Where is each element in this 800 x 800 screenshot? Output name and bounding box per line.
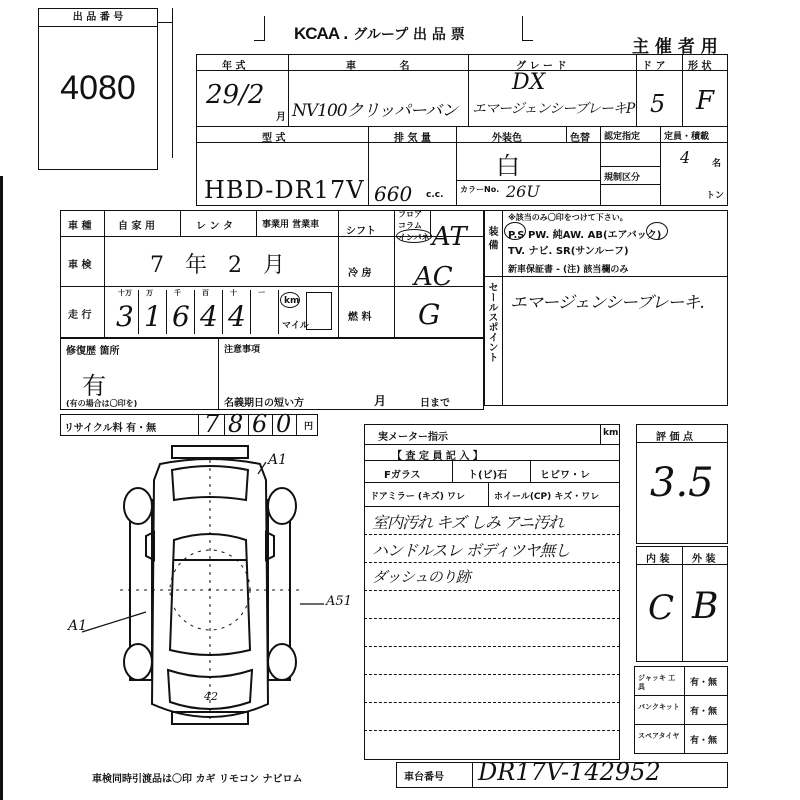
model-value: HBD-DR17V (204, 176, 365, 204)
chassis-label: 車台番号 (404, 772, 444, 783)
lot-number-box (38, 8, 158, 170)
copy-label: 主 催 者 用 (632, 37, 718, 57)
inspector-row1-c: ヒビワ・レ (540, 470, 590, 481)
color-change-label: 色替 (570, 133, 590, 144)
exterior-label: 外 装 (692, 554, 716, 565)
shape-label: 形 状 (688, 61, 712, 72)
floor-label: フロア (398, 210, 422, 219)
equipment-line1: P.S PW. 純AW. AB(エアバック) (508, 230, 662, 241)
inspector-note-3: ダッシュのり跡 (372, 568, 470, 586)
equipment-line2: TV. ナビ. SR(サンルーフ) (508, 246, 629, 257)
year-label: 年 式 (222, 61, 246, 72)
private-option: 自 家 用 (118, 221, 155, 232)
tool-label: スペアタイヤ (638, 732, 680, 740)
mileage-digit-label: 千 (174, 289, 181, 297)
mileage-digit: 1 (144, 300, 162, 333)
inspector-note-1: 室内汚れ キズ しみ アニ汚れ (372, 513, 564, 532)
keys-note: 車検同時引渡品は〇印 カギ リモコン ナビロム (92, 774, 303, 785)
mile-box (306, 292, 332, 330)
mileage-digit-label: 百 (202, 289, 209, 297)
instpanel-label: インパネ (398, 233, 430, 242)
cc-unit: c.c. (426, 190, 444, 200)
approval-label: 認定指定 (604, 132, 641, 142)
month-unit: 月 (276, 112, 286, 123)
rental-option: レ ン タ (196, 221, 233, 232)
meter-label: 実メーター指示 (378, 432, 448, 443)
remarks-day: 日まで (420, 398, 450, 409)
inspector-note-2: ハンドルスレ ボディツヤ無し (372, 541, 570, 560)
fuel-value: G (418, 298, 441, 331)
mileage-digit-label: 一 (258, 289, 265, 297)
exterior-color-label: 外装色 (492, 133, 522, 144)
meter-km: km (603, 428, 619, 438)
chassis-number: DR17V-142952 (478, 758, 661, 786)
shift-label: シフト (346, 226, 376, 237)
remarks-month: 月 (374, 394, 387, 408)
inspection-label: 車 検 (68, 260, 92, 271)
km-label: km (284, 296, 300, 306)
header-title-text: . グループ 出 品 票 (343, 27, 465, 43)
mile-label: マイル (282, 321, 309, 331)
capacity-unit: 名 (712, 159, 722, 169)
brand-logo: KCAA (294, 24, 340, 43)
recycle-yen: 円 (304, 422, 314, 432)
mileage-digit-label: 十 (230, 289, 237, 297)
exterior-grade: B (692, 586, 719, 627)
ps-circle (504, 222, 526, 240)
doors-label: ド ア (642, 61, 666, 72)
tool-value: 有・無 (690, 707, 718, 717)
model-label: 型 式 (262, 133, 286, 144)
left-margin-bar (0, 176, 3, 800)
shift-value: AT (432, 222, 467, 252)
doors-value: 5 (650, 90, 666, 118)
load-unit: トン (706, 191, 725, 201)
score-value: 3.5 (650, 460, 714, 506)
color-no-label: カラーNo. (460, 185, 500, 194)
recycle-digit: 6 (252, 410, 268, 438)
ab-circle (646, 222, 668, 240)
ac-label: 冷 房 (348, 268, 372, 279)
tool-label: ジャッキ 工 具 (638, 674, 676, 691)
fuel-label: 燃 料 (348, 312, 372, 323)
recycle-digit: 0 (276, 410, 292, 438)
interior-label: 内 装 (646, 554, 670, 565)
interior-grade: C (648, 588, 675, 628)
km-circle (280, 292, 300, 308)
equipment-side-label: 装 備 (486, 226, 497, 250)
shape-value: F (696, 86, 715, 116)
tool-value: 有・無 (690, 736, 718, 746)
regulation-label: 規制区分 (604, 173, 641, 183)
mileage-digit-label: 十万 (118, 289, 132, 297)
mark-rear: 42 (204, 690, 218, 703)
mileage-digit: 3 (116, 300, 134, 333)
recycle-digit: 8 (228, 410, 244, 438)
tool-value: 有・無 (690, 678, 718, 688)
mark-side-right: A51 (326, 594, 352, 609)
inspector-row2-a: ドアミラー (キズ) ワレ (370, 492, 466, 502)
repair-label: 修復歴 箇所 (66, 346, 120, 357)
remarks-label: 注意事項 (224, 345, 261, 355)
inspection-value: 7 年 2 月 (150, 253, 285, 278)
mileage-label: 走 行 (68, 310, 92, 321)
instpanel-circle (396, 229, 432, 243)
recycle-digit: 7 (204, 410, 220, 438)
capacity-label: 定員・積載 (664, 132, 710, 142)
mileage-digit: 6 (172, 300, 190, 333)
grade-line2: エマージェンシーブレーキP (472, 101, 635, 117)
car-name-label: 車 名 (346, 61, 410, 72)
displacement-value: 660 (374, 182, 413, 206)
tool-label: パンクキット (638, 703, 680, 711)
recycle-label: リサイクル料 有・無 (64, 423, 157, 434)
header-title (294, 24, 465, 44)
mark-front: A1 (268, 452, 288, 468)
inspector-row1-a: Fガラス (384, 470, 421, 481)
mark-side-left: A1 (68, 618, 88, 634)
corner-mark-left (254, 16, 265, 41)
mileage-digit: 4 (228, 300, 246, 333)
repair-value: 有 (82, 372, 106, 400)
inspector-row2-b: ホイール(CP) キズ・ワレ (494, 492, 600, 502)
grade-line1: DX (512, 70, 546, 95)
inspector-header: 【 査 定 員 記 入 】 (392, 451, 483, 462)
corner-mark-right (522, 16, 533, 41)
inspector-row1-b: ト(ビ)石 (468, 470, 508, 481)
business-option: 事業用 営業車 (262, 220, 320, 230)
lot-number-label: 出 品 番 号 (39, 9, 157, 27)
car-name-value: NV100クリッパーバン (292, 101, 458, 121)
grade-label: グ レ ー ド (516, 61, 567, 72)
lot-number: 4080 (60, 69, 136, 107)
displacement-label: 排 気 量 (394, 133, 431, 144)
year-value: 29/2 (206, 80, 265, 110)
vehicle-type-label: 車 種 (68, 221, 92, 232)
ac-value: AC (414, 262, 453, 292)
repair-note: (有の場合は〇印を) (66, 399, 138, 408)
short-term-label: 名義期日の短い方 (224, 398, 304, 409)
capacity-value: 4 (680, 148, 691, 167)
sales-point-text: エマージェンシーブレーキ. (510, 293, 704, 313)
mileage-digit-label: 万 (146, 289, 153, 297)
color-no-value: 26U (506, 182, 540, 201)
equipment-line3: 新車保証書 - (注) 該当欄のみ (508, 265, 629, 275)
mileage-digit: 4 (200, 300, 218, 333)
exterior-color-value: 白 (496, 152, 520, 180)
sales-point-side-label: セールスポイント (486, 282, 497, 362)
score-label: 評 価 点 (656, 432, 693, 443)
equipment-note: ※該当のみ〇印をつけて下さい。 (508, 213, 628, 222)
column-label: コラム (398, 221, 422, 230)
